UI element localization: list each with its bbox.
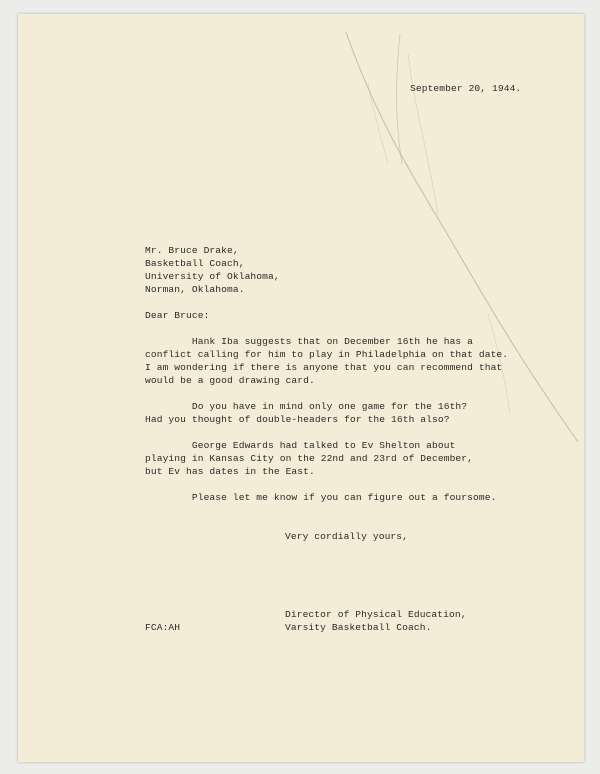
recipient-line: University of Oklahoma, xyxy=(145,271,280,282)
paper-crease-marks xyxy=(18,14,584,762)
body-line: Had you thought of double-headers for the 16th also? xyxy=(145,414,450,425)
signature-title-line: Director of Physical Education, xyxy=(285,609,467,620)
typist-initials: FCA:AH xyxy=(145,622,181,633)
body-line: George Edwards had talked to Ev Shelton about xyxy=(145,440,456,451)
recipient-line: Basketball Coach, xyxy=(145,258,245,269)
letter-page xyxy=(18,14,584,762)
closing: Very cordially yours, xyxy=(285,531,409,542)
recipient-line: Mr. Bruce Drake, xyxy=(145,245,239,256)
letter-date: September 20, 1944. xyxy=(410,83,522,94)
body-line: Hank Iba suggests that on December 16th he has a xyxy=(145,336,474,347)
body-line: but Ev has dates in the East. xyxy=(145,466,315,477)
recipient-line: Norman, Oklahoma. xyxy=(145,284,245,295)
body-line: playing in Kansas City on the 22nd and 23rd of December, xyxy=(145,453,474,464)
body-line: Please let me know if you can figure out a foursome. xyxy=(145,492,497,503)
body-line: I am wondering if there is anyone that you can recommend that xyxy=(145,362,503,373)
salutation: Dear Bruce: xyxy=(145,310,210,321)
body-line: Do you have in mind only one game for the 16th? xyxy=(145,401,468,412)
body-line: would be a good drawing card. xyxy=(145,375,315,386)
signature-title-line: Varsity Basketball Coach. xyxy=(285,622,432,633)
body-line: conflict calling for him to play in Philadelphia on that date. xyxy=(145,349,509,360)
